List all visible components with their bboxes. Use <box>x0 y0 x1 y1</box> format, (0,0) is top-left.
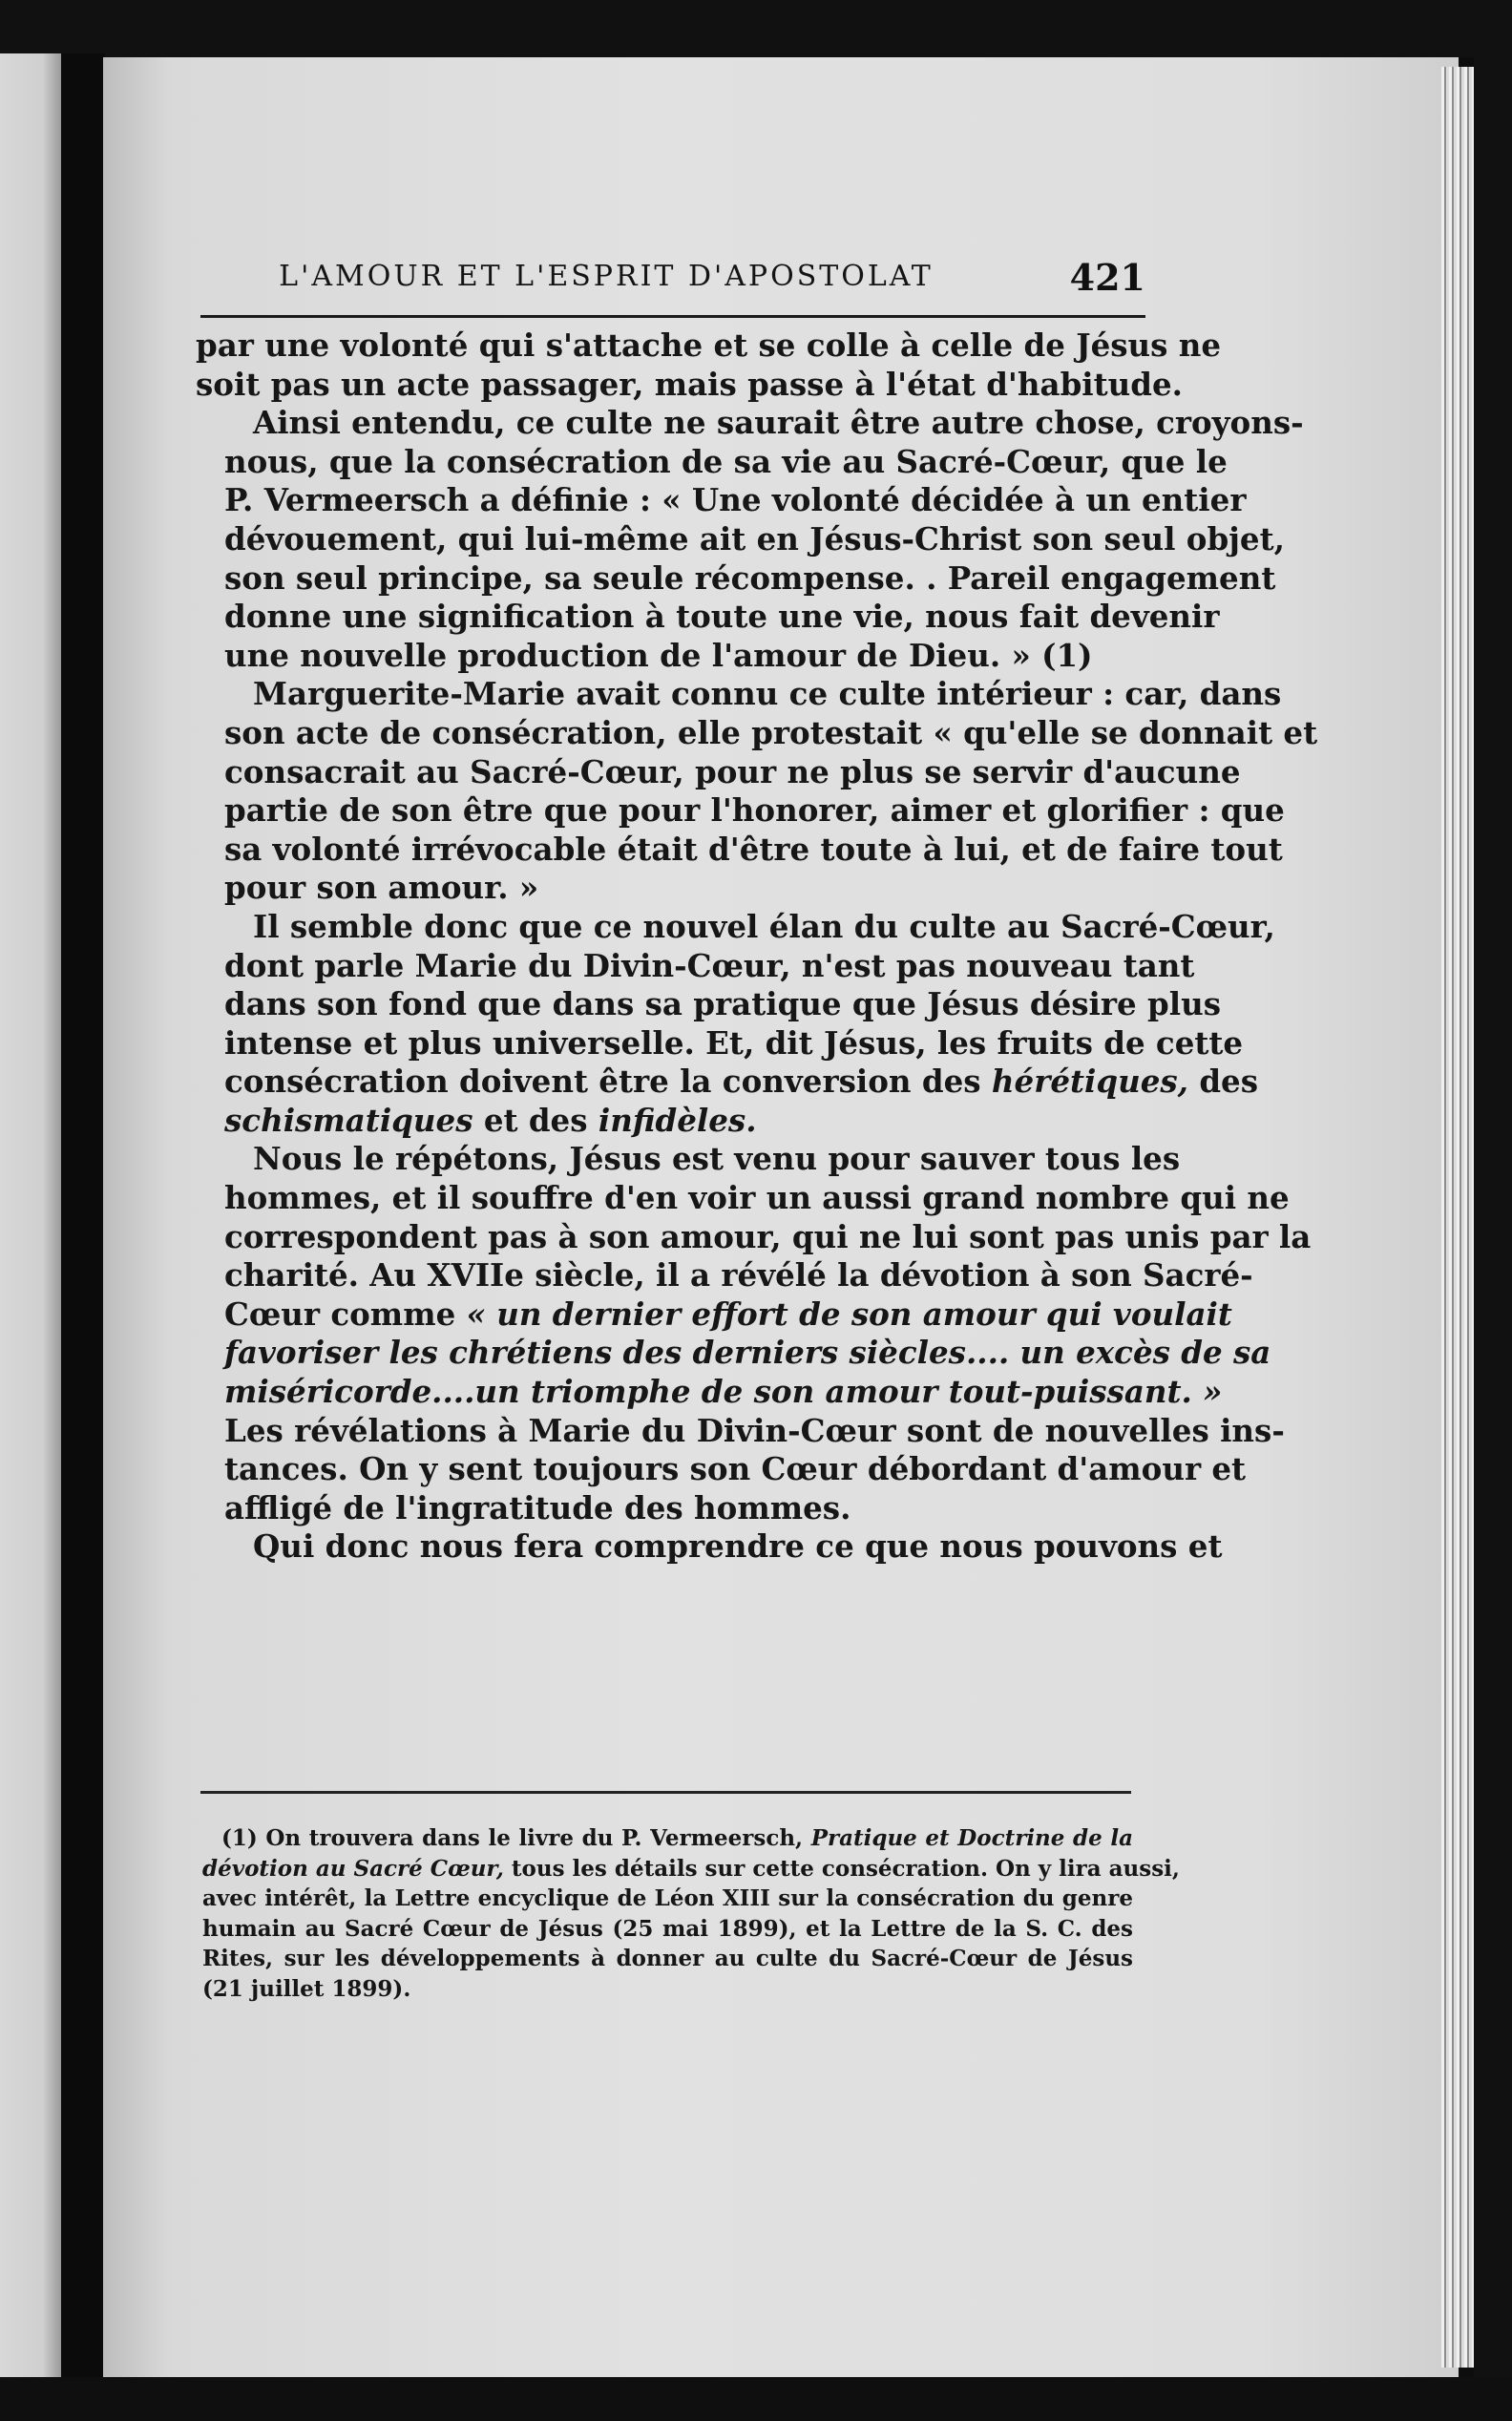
footnote-line <box>202 1823 1133 1854</box>
text-line: dans son fond que dans sa pratique que Jésus désire plus <box>224 985 1222 1023</box>
text-line: favoriser les chrétiens des derniers siècles.... un excès de sa <box>224 1334 1271 1372</box>
page-number: 421 <box>1069 256 1145 299</box>
book-gutter <box>61 53 105 2383</box>
film-border-top <box>0 0 1512 57</box>
footnote <box>202 1823 1180 2004</box>
text-segment: consécration doivent être la conversion des <box>224 1063 981 1101</box>
footnote-line: Rites, sur les développements à donner au culte du Sacré-Cœur de Jésus <box>202 1946 1133 1971</box>
text-line: Nous le répétons, Jésus est venu pour sauver tous les <box>253 1140 1181 1178</box>
film-border-bottom <box>0 2377 1512 2421</box>
text-line: Ainsi entendu, ce culte ne saurait être autre chose, croyons- <box>253 404 1304 442</box>
footnote-book-title: dévotion au Sacré Cœur, <box>202 1855 504 1882</box>
page-stack-edge <box>1441 67 1474 2368</box>
text-line: Qui donc nous fera comprendre ce que nous pouvons et <box>253 1527 1223 1566</box>
text-line: P. Vermeersch a définie : « Une volonté décidée à un entier <box>224 481 1247 519</box>
main-text <box>196 326 1318 1567</box>
text-line <box>196 1102 1143 1141</box>
text-line: nous, que la consécration de sa vie au Sacré-Cœur, que le <box>224 442 1228 480</box>
text-line: par une volonté qui s'attache et se colle à celle de Jésus ne <box>196 326 1222 364</box>
text-line: sa volonté irrévocable était d'être toute à lui, et de faire tout <box>224 830 1283 868</box>
text-line <box>196 1063 1259 1102</box>
text-line: affligé de l'ingratitude des hommes. <box>224 1488 851 1526</box>
paragraph-3 <box>196 675 1318 908</box>
italic-term: schismatiques <box>224 1101 473 1139</box>
text-line: dévouement, qui lui-même ait en Jésus-Christ son seul objet, <box>224 519 1285 558</box>
italic-term: infidèles. <box>598 1101 757 1139</box>
text-line: hommes, et il souffre d'en voir un aussi grand nombre qui ne <box>224 1179 1290 1217</box>
text-line: son seul principe, sa seule récompense. . Pareil engagement <box>224 558 1276 597</box>
text-line: donne une signification à toute une vie, nous fait devenir <box>224 598 1220 636</box>
running-title: L'AMOUR ET L'ESPRIT D'APOSTOLAT <box>279 260 934 293</box>
text-line <box>196 1295 1232 1335</box>
text-line: Marguerite-Marie avait connu ce culte intérieur : car, dans <box>253 675 1282 713</box>
text-line: tances. On y sent toujours son Cœur débordant d'amour et <box>224 1450 1247 1488</box>
footnote-line: (21 juillet 1899). <box>202 1975 411 2002</box>
footnote-text: tous les détails sur cette consécration. On y lira aussi, <box>511 1855 1180 1882</box>
text-line: charité. Au XVIIe siècle, il a révélé la dévotion à son Sacré- <box>224 1256 1253 1295</box>
italic-term: hérétiques, <box>991 1063 1188 1101</box>
page-header <box>200 250 1145 307</box>
text-line: pour son amour. » <box>224 869 539 907</box>
footnote-marker: (1) On trouvera dans le livre du P. Vermeersch, <box>221 1825 804 1851</box>
italic-quote: « un dernier effort de son amour qui voulait <box>466 1295 1232 1333</box>
text-line: une nouvelle production de l'amour de Dieu. » (1) <box>224 636 1093 674</box>
footnote-rule <box>200 1791 1131 1794</box>
text-line: correspondent pas à son amour, qui ne lui sont pas unis par la <box>224 1217 1312 1255</box>
paragraph-2 <box>196 404 1304 675</box>
text-line: miséricorde....un triomphe de son amour tout-puissant. » <box>224 1373 1223 1411</box>
paragraph-5 <box>196 1140 1312 1527</box>
text-segment: Cœur comme <box>224 1295 456 1333</box>
footnote-line: avec intérêt, la Lettre encyclique de Léon XIII sur la consécration du genre <box>202 1885 1133 1911</box>
header-rule <box>200 315 1145 318</box>
text-line: dont parle Marie du Divin-Cœur, n'est pas nouveau tant <box>224 946 1195 984</box>
text-line: soit pas un acte passager, mais passe à l'état d'habitude. <box>196 365 1184 403</box>
facing-page-edge <box>0 53 61 2383</box>
footnote-line <box>202 1854 1180 1884</box>
text-line: partie de son être que pour l'honorer, aimer et glorifier : que <box>224 791 1285 830</box>
text-segment: et des <box>483 1101 588 1139</box>
paragraph-1 <box>196 326 1222 404</box>
text-line: son acte de consécration, elle protestait « qu'elle se donnait et <box>224 713 1318 751</box>
footnote-book-title: Pratique et Doctrine de la <box>810 1825 1133 1851</box>
text-segment: des <box>1199 1063 1259 1101</box>
text-line: Il semble donc que ce nouvel élan du culte au Sacré-Cœur, <box>253 907 1275 945</box>
footnote-line: humain au Sacré Cœur de Jésus (25 mai 1899), et la Lettre de la S. C. des <box>202 1915 1133 1942</box>
text-line: intense et plus universelle. Et, dit Jésus, les fruits de cette <box>224 1023 1244 1062</box>
film-border-right <box>1474 57 1512 2421</box>
text-line: consacrait au Sacré-Cœur, pour ne plus se servir d'aucune <box>224 752 1241 790</box>
paragraph-6 <box>196 1527 1223 1567</box>
paragraph-4 <box>196 907 1275 1141</box>
text-line: Les révélations à Marie du Divin-Cœur sont de nouvelles ins- <box>224 1411 1285 1449</box>
